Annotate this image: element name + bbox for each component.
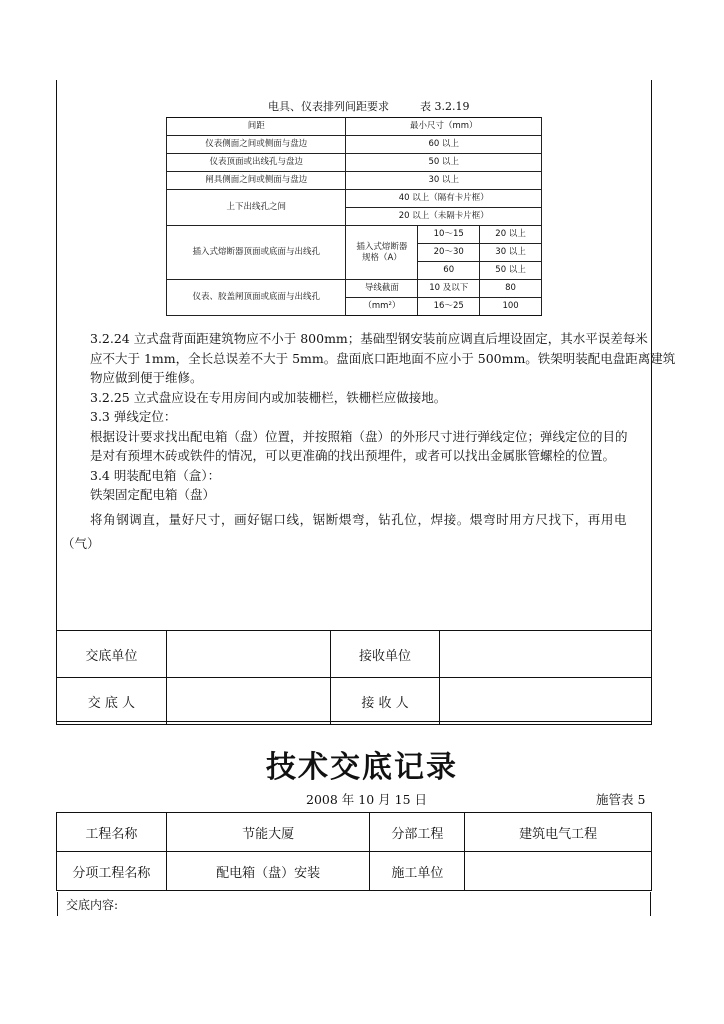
contractor-value[interactable] [465,852,652,891]
spec-sub-label: 导线截面 [346,280,418,298]
record-date: 2008 年 10 月 15 日 [306,792,427,807]
spec-size-value: 80 [480,280,542,298]
spec-size: 10～15 [418,226,480,244]
spec-size-value: 50 以上 [480,262,542,280]
contractor-label: 施工单位 [370,852,465,891]
spec-header-spacing: 间距 [167,118,346,136]
spec-table-number: 表 3.2.19 [420,100,470,113]
paragraph-line: 3.3 弹线定位： [90,409,177,424]
spec-size-value: 100 [480,298,542,316]
spec-sub-label: 插入式熔断器规格（A） [346,226,418,280]
record-title: 技术交底记录 [266,750,458,785]
project-name-value[interactable]: 节能大厦 [166,813,370,852]
spec-row-label: 仪表顶面或出线孔与盘边 [167,154,346,172]
subitem-label: 分项工程名称 [57,852,167,891]
spec-row-value: 60 以上 [346,136,542,154]
continuation-text: （气） [62,536,100,551]
receiver-label: 接 收 人 [330,678,440,725]
project-name-label: 工程名称 [57,813,167,852]
project-info-table [56,812,652,891]
spec-row-value: 50 以上 [346,154,542,172]
spec-header-min-size: 最小尺寸（mm） [346,118,542,136]
receiver-value[interactable] [440,678,652,725]
paragraph-line: 物应做到便于维修。 [90,370,203,385]
spec-table-title: 电具、仪表排列间距要求 [268,100,389,113]
content-label: 交底内容: [57,892,651,916]
handover-unit-value[interactable] [166,631,330,678]
division-value[interactable]: 建筑电气工程 [465,813,652,852]
paragraph-line: 应不大于 1mm，全长总误差不大于 5mm。盘面底口距地面不应小于 500mm。铁架明装配电盘距离建筑 [90,350,676,366]
form-number: 施管表 5 [596,792,646,807]
paragraph-line: 3.2.25 立式盘应设在专用房间内或加装栅栏，铁栅栏应做接地。 [90,389,447,405]
paragraph-line: 是对有预埋木砖或铁件的情况，可以更准确的找出预埋件，或者可以找出金属胀管螺栓的位置。 [90,448,616,463]
spec-size-value: 20 以上 [480,226,542,244]
spec-row-value: 30 以上 [346,172,542,190]
handover-person-label: 交 底 人 [57,678,167,725]
subitem-value[interactable]: 配电箱（盘）安装 [166,852,370,891]
paragraph-line: 根据设计要求找出配电箱（盘）位置，并按照箱（盘）的外形尺寸进行弹线定位；弹线定位的目的 [90,428,628,444]
spec-row-label: 上下出线孔之间 [167,190,346,226]
spec-row-value: 20 以上（未隔卡片框） [346,208,542,226]
paragraph-line: 3.2.24 立式盘背面距建筑物应不小于 800mm；基础型钢安装前应调直后埋设固定，其水平误差每米 [90,331,648,346]
paragraph-line: 将角钢调直，量好尺寸，画好锯口线，锯断煨弯，钻孔位，焊接。煨弯时用方尺找下，再用电 [90,511,628,527]
spec-row-label: 插入式熔断器顶面或底面与出线孔 [167,226,346,280]
spec-table [166,117,542,316]
body-text [90,329,676,529]
division-label: 分部工程 [370,813,465,852]
spec-size: 10 及以下 [418,280,480,298]
spec-row-label: 仪表、胶盖闸顶面或底面与出线孔 [167,280,346,316]
spec-size: 20～30 [418,244,480,262]
spec-size-value: 30 以上 [480,244,542,262]
spec-size: 16～25 [418,298,480,316]
spec-row-label: 仪表侧面之间或侧面与盘边 [167,136,346,154]
paragraph-line: 3.4 明装配电箱（盒）： [90,467,221,483]
spec-sub-label: （mm²） [346,298,418,316]
handover-unit-label: 交底单位 [57,631,167,678]
handover-person-value[interactable] [166,678,330,725]
receiving-unit-label: 接收单位 [330,631,440,678]
signature-table [56,630,652,725]
spec-size: 60 [418,262,480,280]
paragraph-line: 铁架固定配电箱（盘） [90,487,216,502]
receiving-unit-value[interactable] [440,631,652,678]
spec-row-label: 闸具侧面之间或侧面与盘边 [167,172,346,190]
spec-row-value: 40 以上（隔有卡片框） [346,190,542,208]
